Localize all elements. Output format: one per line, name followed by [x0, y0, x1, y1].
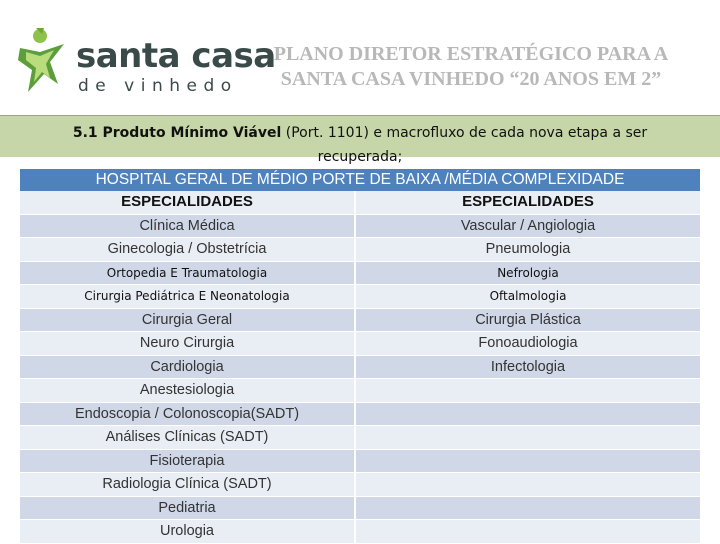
table-row [20, 497, 700, 521]
table-cell-right: Fonoaudiologia [356, 332, 700, 355]
table-cell-right [356, 497, 700, 520]
table-cell-left: Análises Clínicas (SADT) [20, 426, 356, 449]
table-cell-left: Fisioterapia [20, 450, 356, 473]
logo [14, 22, 276, 110]
table-row [20, 426, 700, 450]
table-cell-left: Clínica Médica [20, 215, 356, 238]
subtitle-rest: (Port. 1101) e macrofluxo de cada nova etapa a ser [281, 125, 648, 141]
table-cell-right [356, 473, 700, 496]
table-column-headers [20, 191, 700, 215]
table-cell-left: Neuro Cirurgia [20, 332, 356, 355]
table-body [20, 215, 700, 544]
table-cell-left: Radiologia Clínica (SADT) [20, 473, 356, 496]
table-cell-right: Oftalmologia [356, 285, 700, 308]
page-title [262, 42, 680, 92]
title-line-1: PLANO DIRETOR ESTRATÉGICO PARA A [273, 43, 669, 65]
table-row [20, 262, 700, 286]
table-cell-left: Cardiologia [20, 356, 356, 379]
logo-wordmark: santa casa [76, 36, 276, 76]
table-cell-left: Endoscopia / Colonoscopia(SADT) [20, 403, 356, 426]
subtitle-bold: 5.1 Produto Mínimo Viável [72, 125, 282, 141]
santa-casa-logo-icon [14, 22, 78, 110]
table-cell-left: Cirurgia Pediátrica E Neonatologia [20, 285, 356, 308]
subtitle-line-2: recuperada; [317, 149, 403, 165]
column-header-right: ESPECIALIDADES [356, 191, 700, 214]
title-line-2: SANTA CASA VINHEDO “20 ANOS EM 2” [280, 68, 662, 90]
table-row [20, 285, 700, 309]
table-row [20, 238, 700, 262]
table-row [20, 215, 700, 239]
specialties-table [20, 169, 700, 544]
table-row [20, 332, 700, 356]
table-row [20, 473, 700, 497]
table-heading: HOSPITAL GERAL DE MÉDIO PORTE DE BAIXA /MÉDIA COMPLEXIDADE [20, 169, 700, 191]
table-row [20, 356, 700, 380]
table-cell-left: Pediatria [20, 497, 356, 520]
column-header-left: ESPECIALIDADES [20, 191, 356, 214]
table-cell-left: Cirurgia Geral [20, 309, 356, 332]
table-row [20, 309, 700, 333]
table-cell-right: Cirurgia Plástica [356, 309, 700, 332]
table-cell-right [356, 403, 700, 426]
table-cell-right: Vascular / Angiologia [356, 215, 700, 238]
table-cell-left: Urologia [20, 520, 356, 543]
table-row [20, 403, 700, 427]
table-cell-right [356, 379, 700, 402]
table-row [20, 450, 700, 474]
table-cell-right [356, 426, 700, 449]
table-cell-right [356, 450, 700, 473]
table-cell-right [356, 520, 700, 543]
table-row [20, 379, 700, 403]
table-cell-right: Pneumologia [356, 238, 700, 261]
table-cell-right: Infectologia [356, 356, 700, 379]
table-cell-left: Ortopedia E Traumatologia [20, 262, 356, 285]
table-cell-left: Anestesiologia [20, 379, 356, 402]
table-cell-left: Ginecologia / Obstetrícia [20, 238, 356, 261]
table-cell-right: Nefrologia [356, 262, 700, 285]
logo-subtext: de vinhedo [78, 76, 238, 96]
